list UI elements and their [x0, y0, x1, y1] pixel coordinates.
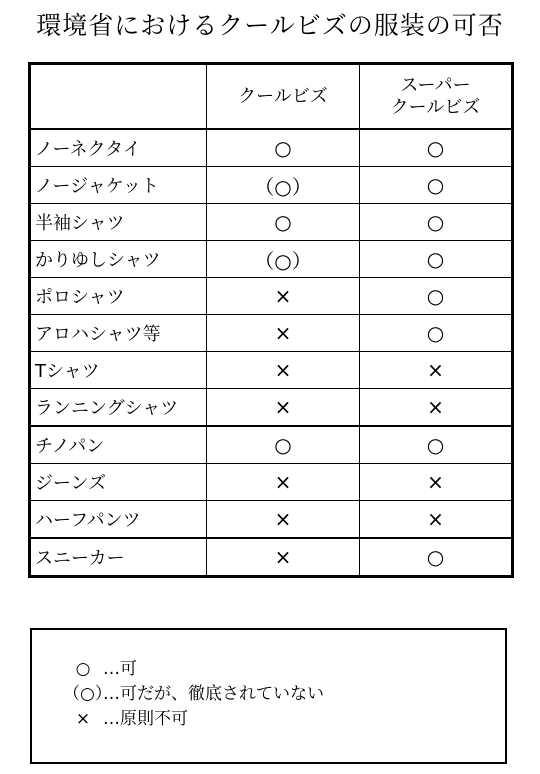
legend-item [63, 682, 324, 706]
coolbiz-mark: × [207, 278, 360, 315]
legend-item [63, 707, 188, 731]
coolbiz-mark: （○） [207, 241, 360, 278]
super-coolbiz-mark: ○ [360, 167, 512, 204]
super-coolbiz-mark: ○ [360, 278, 512, 315]
table-row [31, 464, 512, 501]
table-row [31, 538, 512, 576]
super-coolbiz-mark: ○ [360, 315, 512, 352]
coolbiz-mark: × [207, 315, 360, 352]
item-label: ポロシャツ [31, 278, 207, 315]
super-coolbiz-mark: ○ [360, 241, 512, 278]
item-label: かりゆしシャツ [31, 241, 207, 278]
super-coolbiz-mark: × [360, 501, 512, 539]
legend-item [63, 657, 137, 681]
item-label: スニーカー [31, 538, 207, 576]
item-label: チノパン [31, 426, 207, 464]
item-label: ジーンズ [31, 464, 207, 501]
item-label: ノージャケット [31, 167, 207, 204]
legend-symbol: × [75, 709, 91, 729]
item-label: Tシャツ [31, 352, 207, 389]
super-coolbiz-mark: ○ [360, 538, 512, 576]
item-label: ノーネクタイ [31, 129, 207, 167]
legend-symbol: ○ [75, 659, 91, 679]
dress-code-table [30, 64, 512, 576]
legend-text: …原則不可 [103, 709, 188, 729]
legend-text: …可 [103, 659, 137, 679]
table-row [31, 501, 512, 539]
header-cell-item [31, 65, 207, 130]
table-row [31, 389, 512, 427]
coolbiz-mark: × [207, 352, 360, 389]
item-label: ランニングシャツ [31, 389, 207, 427]
table-row [31, 352, 512, 389]
table-row [31, 167, 512, 204]
table-row [31, 315, 512, 352]
coolbiz-mark: × [207, 464, 360, 501]
item-label: アロハシャツ等 [31, 315, 207, 352]
header-cell-coolbiz: クールビズ [207, 65, 360, 130]
coolbiz-mark: ○ [207, 426, 360, 464]
coolbiz-mark: × [207, 538, 360, 576]
super-coolbiz-mark: ○ [360, 129, 512, 167]
coolbiz-mark: ○ [207, 129, 360, 167]
coolbiz-mark: ○ [207, 204, 360, 241]
header-super-line: スーパー クールビズ [390, 74, 481, 118]
table-header-row [31, 65, 512, 130]
super-coolbiz-mark: × [360, 352, 512, 389]
page-title: 環境省におけるクールビズの服装の可否 [36, 11, 504, 40]
table-row [31, 129, 512, 167]
header-cell-super-coolbiz [360, 65, 512, 130]
table-row [31, 278, 512, 315]
super-coolbiz-mark: × [360, 464, 512, 501]
item-label: ハーフパンツ [31, 501, 207, 539]
table-row [31, 241, 512, 278]
super-coolbiz-mark: × [360, 389, 512, 427]
legend-symbol: （○） [63, 684, 112, 704]
table-row [31, 204, 512, 241]
legend-text: …可だが、徹底されていない [103, 684, 324, 704]
coolbiz-mark: × [207, 501, 360, 539]
coolbiz-mark: × [207, 389, 360, 427]
table-row [31, 426, 512, 464]
super-coolbiz-mark: ○ [360, 426, 512, 464]
item-label: 半袖シャツ [31, 204, 207, 241]
legend-box [30, 628, 507, 764]
super-coolbiz-mark: ○ [360, 204, 512, 241]
coolbiz-mark: （○） [207, 167, 360, 204]
